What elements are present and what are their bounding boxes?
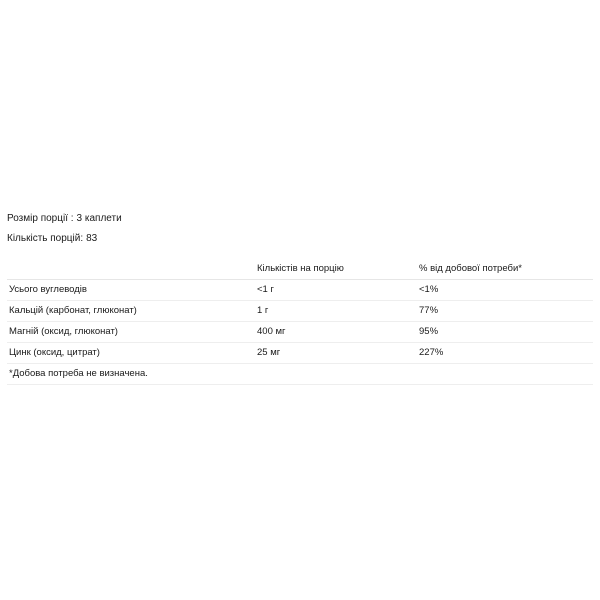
table-row (7, 280, 593, 301)
nutrient-amount: 1 г (255, 301, 417, 322)
nutrition-table (7, 259, 593, 385)
serving-size-value: 3 каплети (76, 213, 122, 224)
nutrient-name: Магній (оксид, глюконат) (7, 322, 255, 343)
nutrient-name: Кальцій (карбонат, глюконат) (7, 301, 255, 322)
serving-size-label: Розмір порції : (7, 213, 74, 224)
footnote-row (7, 364, 593, 385)
nutrient-daily-value: 227% (417, 343, 593, 364)
servings-count-line (7, 232, 593, 246)
header-daily-value: % від добової потреби* (417, 259, 593, 280)
table-row (7, 343, 593, 364)
nutrient-name: Усього вуглеводів (7, 280, 255, 301)
header-nutrient (7, 259, 255, 280)
table-row (7, 301, 593, 322)
supplement-facts-panel (7, 210, 593, 385)
nutrient-daily-value: 77% (417, 301, 593, 322)
nutrient-name: Цинк (оксид, цитрат) (7, 343, 255, 364)
nutrient-daily-value: <1% (417, 280, 593, 301)
nutrient-amount: 25 мг (255, 343, 417, 364)
table-header (7, 259, 593, 280)
nutrient-daily-value: 95% (417, 322, 593, 343)
nutrient-amount: <1 г (255, 280, 417, 301)
table-row (7, 322, 593, 343)
servings-count-label: Кількість порцій: (7, 233, 84, 244)
header-amount-per-serving: Кількістів на порцію (255, 259, 417, 280)
table-header-row (7, 259, 593, 280)
servings-count-value: 83 (86, 233, 98, 244)
nutrient-amount: 400 мг (255, 322, 417, 343)
footnote: *Добова потреба не визначена. (7, 364, 593, 385)
serving-size-line (7, 212, 593, 226)
